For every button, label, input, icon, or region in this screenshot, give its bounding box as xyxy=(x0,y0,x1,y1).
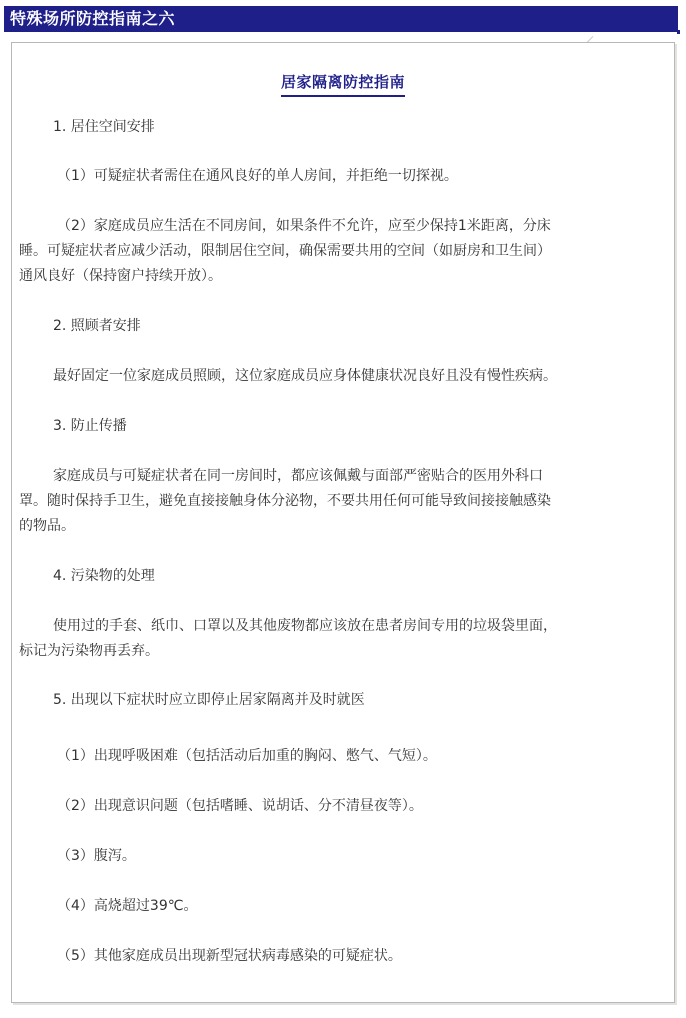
header-accent-mark xyxy=(677,30,680,34)
section-3-paragraph-line-1: 家庭成员与可疑症状者在同一房间时，都应该佩戴与面部严密贴合的医用外科口 xyxy=(53,468,543,484)
article-card xyxy=(11,42,675,1003)
section-header-bar xyxy=(4,6,678,32)
section-1-item-2-line-3: 通风良好（保持窗户持续开放）。 xyxy=(19,268,222,284)
section-header-title: 特殊场所防控指南之六 xyxy=(10,9,176,28)
section-4-paragraph-line-2: 标记为污染物再丢弃。 xyxy=(19,643,159,659)
section-1-item-2-line-1: （2）家庭成员应生活在不同房间，如果条件不允许，应至少保持1米距离，分床 xyxy=(57,218,551,234)
section-4-paragraph-line-1: 使用过的手套、纸巾、口罩以及其他废物都应该放在患者房间专用的垃圾袋里面， xyxy=(53,618,557,634)
section-5-item-1: （1）出现呼吸困难（包括活动后加重的胸闷、憋气、气短）。 xyxy=(57,748,437,764)
section-1-item-1: （1）可疑症状者需住在通风良好的单人房间，并拒绝一切探视。 xyxy=(57,168,458,184)
section-5-item-2: （2）出现意识问题（包括嗜睡、说胡话、分不清昼夜等）。 xyxy=(57,798,423,814)
section-3-heading: 3. 防止传播 xyxy=(53,418,127,434)
section-1-heading: 1. 居住空间安排 xyxy=(53,119,155,135)
section-3-paragraph-line-2: 罩。随时保持手卫生，避免直接接触身体分泌物，不要共用任何可能导致间接接触感染 xyxy=(19,493,551,509)
section-4-heading: 4. 污染物的处理 xyxy=(53,568,155,584)
section-3-paragraph-line-3: 的物品。 xyxy=(19,518,75,534)
section-5-heading: 5. 出现以下症状时应立即停止居家隔离并及时就医 xyxy=(53,692,365,708)
section-1-item-2-line-2: 睡。可疑症状者应减少活动，限制居住空间，确保需要共用的空间（如厨房和卫生间） xyxy=(19,243,551,259)
section-5-item-4: （4）高烧超过39℃。 xyxy=(57,898,198,914)
section-5-item-5: （5）其他家庭成员出现新型冠状病毒感染的可疑症状。 xyxy=(57,948,402,964)
article-title: 居家隔离防控指南 xyxy=(281,71,405,97)
article-title-wrapper xyxy=(12,71,674,97)
section-2-heading: 2. 照顾者安排 xyxy=(53,318,141,334)
section-5-item-3: （3）腹泻。 xyxy=(57,848,136,864)
section-2-paragraph: 最好固定一位家庭成员照顾，这位家庭成员应身体健康状况良好且没有慢性疾病。 xyxy=(53,368,557,384)
